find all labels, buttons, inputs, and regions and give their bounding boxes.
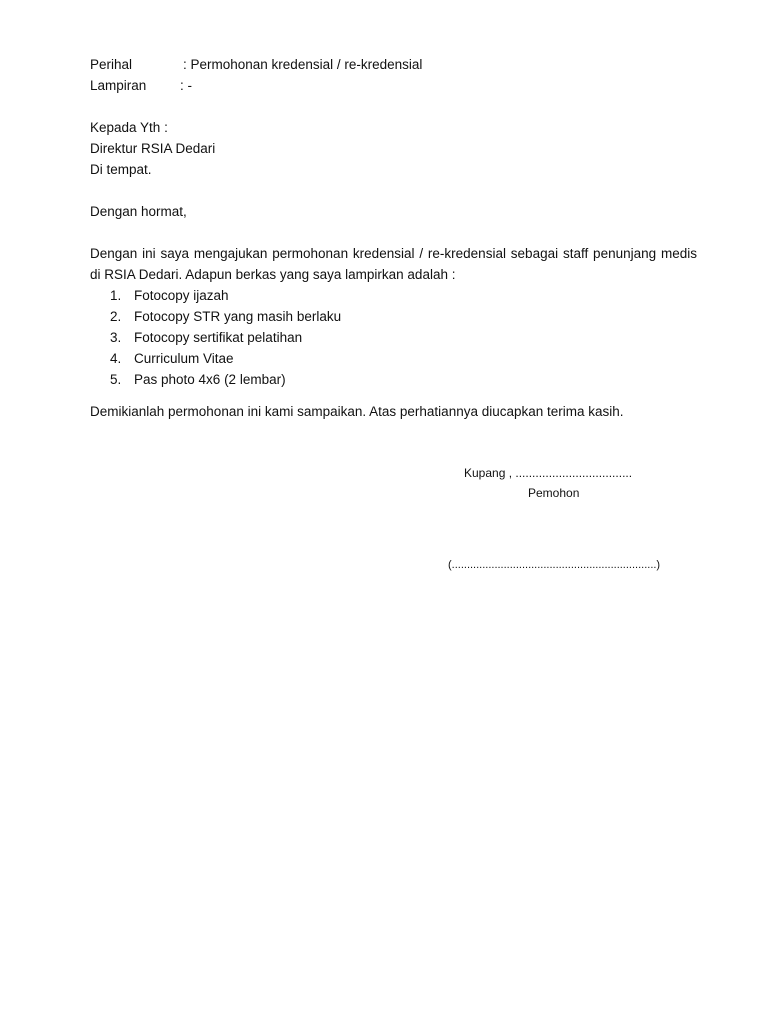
list-item-number: 1. xyxy=(110,288,122,303)
signature-place-date: Kupang , ................................... xyxy=(464,466,633,480)
list-item-number: 3. xyxy=(110,330,122,345)
list-item-text: Fotocopy ijazah xyxy=(134,288,229,303)
greeting: Dengan hormat, xyxy=(90,204,187,219)
recipient-line-2: Direktur RSIA Dedari xyxy=(90,141,216,156)
perihal-label: Perihal xyxy=(90,57,133,72)
closing-sentence: Demikianlah permohonan ini kami sampaikan. Atas perhatiannya diucapkan terima kasih. xyxy=(90,404,624,419)
signature-role: Pemohon xyxy=(528,486,580,500)
list-item-text: Pas photo 4x6 (2 lembar) xyxy=(134,372,286,387)
list-item-number: 2. xyxy=(110,309,122,324)
list-item-text: Curriculum Vitae xyxy=(134,351,234,366)
list-item-text: Fotocopy STR yang masih berlaku xyxy=(134,309,342,324)
list-item-number: 4. xyxy=(110,351,122,366)
body-paragraph: Dengan ini saya mengajukan permohonan kredensial / re-kredensial sebagai staff penunjang medis di RSIA Dedari. Adapun berkas yang saya lampirkan adalah : xyxy=(90,246,697,282)
signature-name-line: (...................................................................) xyxy=(448,559,661,571)
lampiran-value: : - xyxy=(180,78,192,93)
recipient-line-1: Kepada Yth : xyxy=(90,120,168,135)
recipient-line-3: Di tempat. xyxy=(90,162,152,177)
list-item-text: Fotocopy sertifikat pelatihan xyxy=(134,330,303,345)
perihal-value: : Permohonan kredensial / re-kredensial xyxy=(183,57,423,72)
lampiran-label: Lampiran xyxy=(90,78,147,93)
list-item-number: 5. xyxy=(110,372,122,387)
